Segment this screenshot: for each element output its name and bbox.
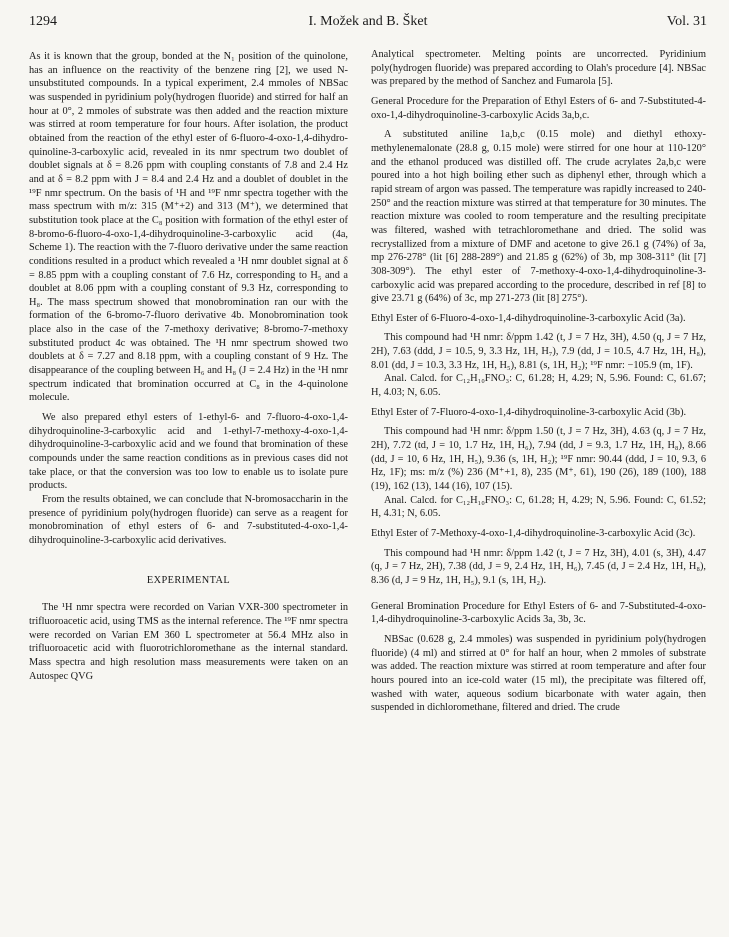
analysis-3a: Anal. Calcd. for C₁₂H₁₀FNO₃: C, 61.28; H, 4.29; N, 5.96. Found: C, 61.67; H, 4.03; N, 6.05. — [371, 373, 706, 399]
discussion-paragraph-1: As it is known that the group, bonded at the N₁ position of the quinolone, has an influence on the reactivity of the benzene ring [2], we used N-unsubstituted compounds. In a typical experiment, 2.4 mmoles of NBSac was suspended in pyridinium poly(hydrogen fluoride) and stirred for half an hour at 0°, 2 mmoles of substrate was then added and the reaction mixture was stirred at room temperature for four hours. After isolation, the product obtained from the reaction of the ethyl ester of 6-fluoro-4-oxo-1,4-dihydroquinoline-3-carboxylic acid, revealed in its nmr spectrum two doublet of doublet signals at δ = 8.26 ppm with coupling constants of 7.8 and 2.4 Hz and at δ = 8.2 ppm with J = 8.4 and 2.4 Hz and a doublet of doublet in the ¹⁹F nmr spectrum. On the basis of ¹H and ¹⁹F nmr spectra together with the mass spectrum with m/z: 315 (M⁺+2) and 313 (M⁺), we determined that substitution took place at the C₈ position with formation of the ethyl ester of 8-bromo-6-fluoro-4-oxo-1,4-dihydroquinoline-3-carboxylic acid (4a, Scheme 1). The reaction with the 7-fluoro derivative under the same reaction conditions resulted in a product which revealed a ¹H nmr doublet signal at δ = 8.85 ppm with a coupling constant of 7.6 Hz, corresponding to H₅ and a doublet at 8.06 ppm with a coupling constant of 9.3 Hz, corresponding to H₈. The mass spectrum showed that monobromination ran our with the formation of the 6-bromo-7-fluoro derivative 4b. Monobromination took place also in the case of the 7-methoxy derivative; 8-bromo-7-methoxy substituted product 4c was obtained. The ¹H nmr spectrum showed two doublets at δ = 7.27 and 8.18 ppm, with a coupling constant of 9 Hz. The disappearance of the coupling between H₆ and H₈ (J = 2.4 Hz) in the ¹H nmr spectrum indicated that bromination occurred at C₈ in the 4-quinolone molecule. — [29, 51, 348, 404]
running-header — [29, 14, 707, 34]
section-heading-general-procedure: General Procedure for the Preparation of Ethyl Esters of 6- and 7-Substituted-4-oxo-1,4-dihydroquinoline-3-carboxylic Acids 3a,b,c. — [371, 95, 706, 121]
nmr-data-3a: This compound had ¹H nmr: δ/ppm 1.42 (t, J = 7 Hz, 3H), 4.50 (q, J = 7 Hz, 2H), 7.63 (ddd, J = 10.5, 9, 3.3 Hz, 1H, H₇), 7.9 (dd, J = 10.5, 4.7 Hz, 1H, H₈), 8.01 (dd, J = 10.3, 3.3 Hz, 1H, H₅), 8.81 (s, 1H, H₂); ¹⁹F nmr: −105.9 (m, 1F). — [371, 332, 706, 371]
section-heading-3a: Ethyl Ester of 6-Fluoro-4-oxo-1,4-dihydroquinoline-3-carboxylic Acid (3a). — [371, 312, 686, 324]
nmr-data-3b: This compound had ¹H nmr: δ/ppm 1.50 (t, J = 7 Hz, 3H), 4.63 (q, J = 7 Hz, 2H), 7.72 (td, J = 10, 1.7 Hz, 1H, H₆), 7.94 (dd, J = 9.3, 1.7 Hz, 1H, H₈), 8.66 (dd, J = 10, 6 Hz, 1H, H₅), 9.36 (s, 1H, H₂); ¹⁹F nmr: 90.44 (ddd, J = 10, 9.3, 6 Hz, 1F); ms: m/z (%) 236 (M⁺+1, 8), 235 (M⁺, 61), 190 (26), 189 (100), 188 (19), 162 (13), 144 (16), 107 (15). — [371, 426, 706, 493]
running-title-authors: I. Možek and B. Šket — [308, 14, 428, 29]
section-heading-bromination: General Bromination Procedure for Ethyl Esters of 6- and 7-Substituted-4-oxo-1,4-dihydroquinoline-3-carboxylic Acids 3a, 3b, 3c. — [371, 600, 706, 626]
left-column — [29, 50, 348, 683]
instruments-continued-paragraph: Analytical spectrometer. Melting points are uncorrected. Pyridinium poly(hydrogen fluoride) was prepared according to Olah's procedure [4]. NBSac was prepared by the method of Sanchez and Fumarola [5]. — [371, 49, 706, 88]
experimental-instruments-paragraph: The ¹H nmr spectra were recorded on Varian VXR-300 spectrometer in trifluoroacetic acid, using TMS as the internal reference. The ¹⁹F nmr spectra were recorded on Varian EM 360 L spectrometer at 56.4 MHz also in trifluoroacetic acid with fluorotrichloromethane as the internal standard. Mass spectra and high resolution mass measurements were taken on an Autospec QVG — [29, 602, 348, 682]
section-heading-3b: Ethyl Ester of 7-Fluoro-4-oxo-1,4-dihydroquinoline-3-carboxylic Acid (3b). — [371, 406, 687, 418]
preparation-paragraph: A substituted aniline 1a,b,c (0.15 mole) and diethyl ethoxymethylenemalonate (28.8 g, 0.15 mole) were stirred for one hour at 110-120° and the ethanol produced was distilled off. The crude acrylates 2a,b,c were poured into a hot high boiling ether such as diphenyl ether, through which a rapid stream of argon was passed. The temperature was rapidly increased to 240-250° and the reaction mixture was stirred at that temperature for 30 minutes. The reaction mixture was cooled to room temperature and the resulting precipitate was filtered, washed with tetrachloromethane and dried. The solid was recrystallized from a mixture of DMF and acetone to give 26.1 g (74%) of 3a, mp 276-278° (lit [6] 288-289°) and 21.85 g (62%) of 3b, mp 308-311° (lit [7] 308-309°). The ethyl ester of 7-methoxy-4-oxo-1,4-dihydroquinoline-3-carboxylic acid was prepared according to the procedure, described in ref [8] to give 23.71 g (64%) of 3c, mp 271-273 (lit [8] 275°). — [371, 129, 706, 305]
right-column — [371, 48, 706, 715]
bromination-procedure-paragraph: NBSac (0.628 g, 2.4 mmoles) was suspended in pyridinium poly(hydrogen fluoride) (4 ml) and stirred at 0° for half an hour, when 2 mmoles of substrate was added. The reaction mixture was stirred at room temperature and after four hours poured into an ice-cold water (15 ml), the precipitate was filtered off, washed with water, aqueous sodium bicarbonate with water again, then suspended in dichloromethane, filtered and dried. The crude — [371, 633, 706, 714]
experimental-heading: EXPERIMENTAL — [146, 574, 231, 586]
conclusion-paragraph: From the results obtained, we can conclude that N-bromosaccharin in the presence of pyridinium poly(hydrogen fluoride) can serve as a reagent for monobromination of ethyl esters of 6- and 7-substituted-4-oxo-1,4-dihydroquinoline-3-carboxylic acid derivatives. — [29, 494, 348, 546]
nmr-data-3c: This compound had ¹H nmr: δ/ppm 1.42 (t, J = 7 Hz, 3H), 4.01 (s, 3H), 4.47 (q, J = 7 Hz, 2H), 7.38 (dd, J = 9, 2.4 Hz, 1H, H₆), 7.45 (d, J = 2.4 Hz, 1H, H₈), 8.36 (d, J = 9 Hz, 1H, H₅), 9.1 (s, 1H, H₂). — [371, 547, 706, 586]
page-number: 1294 — [29, 14, 57, 29]
section-heading-3c: Ethyl Ester of 7-Methoxy-4-oxo-1,4-dihydroquinoline-3-carboxylic Acid (3c). — [371, 528, 696, 539]
discussion-paragraph-2: We also prepared ethyl esters of 1-ethyl-6- and 7-fluoro-4-oxo-1,4-dihydroquinoline-3-carboxylic acid and 1-ethyl-7-methoxy-4-oxo-1,4-dihydroquinoline-3-carboxylic acid and we found that bromination of these compounds under the same reaction conditions as in previous cases did not take place, or that the conversion was too low to enable us to isolate pure products. — [29, 412, 348, 492]
volume-label: Vol. 31 — [666, 14, 707, 29]
analysis-3b: Anal. Calcd. for C₁₂H₁₀FNO₃: C, 61.28; H, 4.29; N, 5.96. Found: C, 61.52; H, 4.31; N, 6.05. — [371, 494, 706, 520]
